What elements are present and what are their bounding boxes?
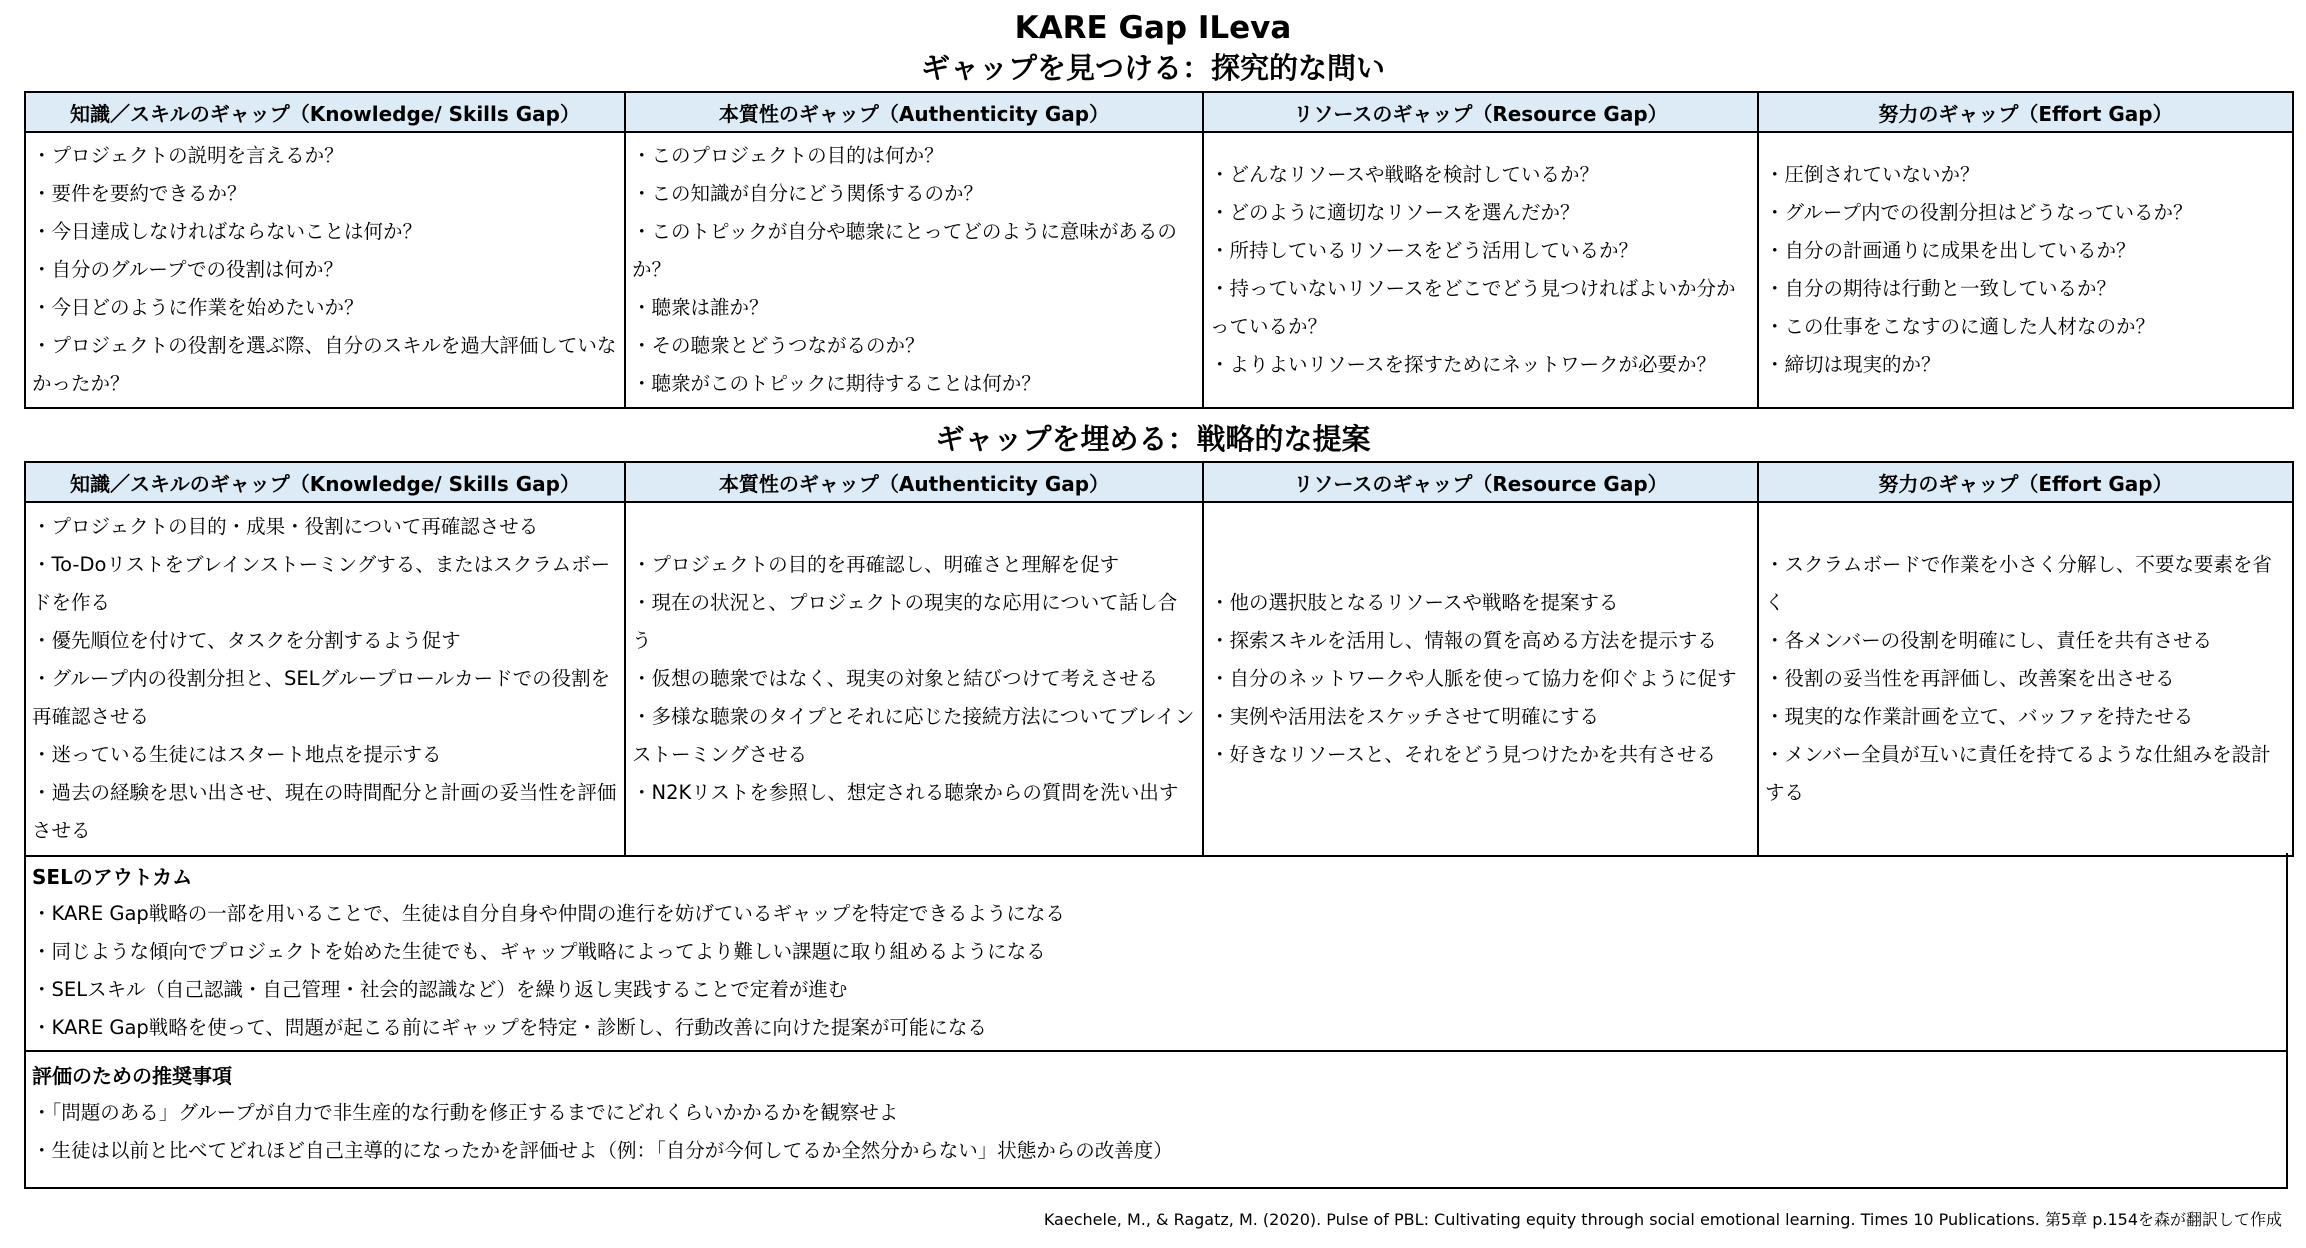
list-item: ・ メンバー全員が互いに責任を持てるような仕組みを設計する — [1765, 736, 2286, 812]
questions-resource-cell — [1203, 132, 1758, 408]
list-item: ・ 実例や活用法をスケッチさせて明確にする — [1210, 698, 1751, 736]
list-item: ・ 好きなリソースと、それをどう見つけたかを共有させる — [1210, 736, 1751, 774]
header-knowledge-gap: 知識／スキルのギャップ（Knowledge/ Skills Gap） — [25, 92, 625, 132]
list-item: ・ 過去の経験を思い出させ、現在の時間配分と計画の妥当性を評価させる — [32, 774, 618, 850]
list-item: ・ 「問題のある」グループが自力で非生産的な行動を修正するまでにどれくらいかかるかを観察せよ — [32, 1094, 2280, 1132]
list-item: ・ プロジェクトの目的・成果・役割について再確認させる — [32, 508, 618, 546]
list-item: ・ 聴衆は誰か？ — [632, 289, 1196, 327]
assessment-recommendations-heading: 評価のための推奨事項 — [32, 1064, 232, 1088]
list-item: ・ 自分の期待は行動と一致しているか？ — [1765, 270, 2286, 308]
list-item: ・ 各メンバーの役割を明確にし、責任を共有させる — [1765, 622, 2286, 660]
assessment-recommendations-box — [24, 1052, 2288, 1189]
list-item: ・ プロジェクトの目的を再確認し、明確さと理解を促す — [632, 546, 1196, 584]
list-item: ・ この知識が自分にどう関係するのか？ — [632, 175, 1196, 213]
list-item: ・ 今日どのように作業を始めたいか？ — [32, 289, 618, 327]
strategies-authenticity-cell — [625, 502, 1203, 856]
list-item: ・ 現在の状況と、プロジェクトの現実的な応用について話し合う — [632, 584, 1196, 660]
list-item: ・ 他の選択肢となるリソースや戦略を提案する — [1210, 584, 1751, 622]
section1-title: ギャップを見つける：探究的な問い — [920, 51, 1385, 85]
list-item: ・ 生徒は以前と比べてどれほど自己主導的になったかを評価せよ（例：「自分が今何してるか全然分からない」状態からの改善度） — [32, 1132, 2280, 1170]
list-item: ・ よりよいリソースを探すためにネットワークが必要か？ — [1210, 346, 1751, 384]
header-resource-gap: リソースのギャップ（Resource Gap） — [1203, 462, 1758, 502]
strategies-effort-cell — [1758, 502, 2293, 856]
list-item: ・ 現実的な作業計画を立て、バッファを持たせる — [1765, 698, 2286, 736]
section2-title: ギャップを埋める：戦略的な提案 — [935, 422, 1371, 456]
list-item: ・ 役割の妥当性を再評価し、改善案を出させる — [1765, 660, 2286, 698]
closing-gaps-table — [24, 461, 2294, 857]
list-item: ・ 多様な聴衆のタイプとそれに応じた接続方法についてブレインストーミングさせる — [632, 698, 1196, 774]
citation: Kaechele, M., & Ragatz, M. (2020). Pulse of PBL: Cultivating equity through social emotional learning. Times 10 Publications. 第5章 p.154を森が翻訳して作成 — [1043, 1210, 2282, 1229]
list-item: ・ 自分の計画通りに成果を出しているか？ — [1765, 232, 2286, 270]
questions-knowledge-cell — [25, 132, 625, 408]
list-item: ・ N2Kリストを参照し、想定される聴衆からの質問を洗い出す — [632, 774, 1196, 812]
header-authenticity-gap: 本質性のギャップ（Authenticity Gap） — [625, 92, 1203, 132]
list-item: ・ 今日達成しなければならないことは何か？ — [32, 213, 618, 251]
list-item: ・ このプロジェクトの目的は何か？ — [632, 137, 1196, 175]
header-effort-gap: 努力のギャップ（Effort Gap） — [1758, 92, 2293, 132]
list-item: ・ グループ内の役割分担と、SELグループロールカードでの役割を再確認させる — [32, 660, 618, 736]
list-item: ・ その聴衆とどうつながるのか？ — [632, 327, 1196, 365]
list-item: ・ 要件を要約できるか？ — [32, 175, 618, 213]
list-item: ・ 聴衆がこのトピックに期待することは何か？ — [632, 365, 1196, 403]
header-effort-gap: 努力のギャップ（Effort Gap） — [1758, 462, 2293, 502]
finding-gaps-table — [24, 91, 2294, 409]
list-item: ・ 圧倒されていないか？ — [1765, 156, 2286, 194]
list-item: ・ SELスキル（自己認識・自己管理・社会的認識など）を繰り返し実践することで定着が進む — [32, 971, 2280, 1009]
list-item: ・ 自分のグループでの役割は何か？ — [32, 251, 618, 289]
list-item: ・ どんなリソースや戦略を検討しているか？ — [1210, 156, 1751, 194]
list-item: ・ 優先順位を付けて、タスクを分割するよう促す — [32, 622, 618, 660]
list-item: ・ 自分のネットワークや人脈を使って協力を仰ぐように促す — [1210, 660, 1751, 698]
list-item: ・ 締切は現実的か？ — [1765, 346, 2286, 384]
list-item: ・ スクラムボードで作業を小さく分解し、不要な要素を省く — [1765, 546, 2286, 622]
header-knowledge-gap: 知識／スキルのギャップ（Knowledge/ Skills Gap） — [25, 462, 625, 502]
list-item: ・ 所持しているリソースをどう活用しているか？ — [1210, 232, 1751, 270]
strategies-resource-cell — [1203, 502, 1758, 856]
sel-outcomes-box — [24, 853, 2288, 1052]
list-item: ・ 仮想の聴衆ではなく、現実の対象と結びつけて考えさせる — [632, 660, 1196, 698]
document-title: KARE Gap ILeva — [1014, 10, 1292, 46]
sel-outcomes-heading: SELのアウトカム — [32, 865, 193, 889]
list-item: ・ プロジェクトの役割を選ぶ際、自分のスキルを過大評価していなかったか？ — [32, 327, 618, 403]
list-item: ・ 迷っている生徒にはスタート地点を提示する — [32, 736, 618, 774]
list-item: ・ 同じような傾向でプロジェクトを始めた生徒でも、ギャップ戦略によってより難しい課題に取り組めるようになる — [32, 933, 2280, 971]
list-item: ・ To-Doリストをブレインストーミングする、またはスクラムボードを作る — [32, 546, 618, 622]
list-item: ・ KARE Gap戦略を使って、問題が起こる前にギャップを特定・診断し、行動改善に向けた提案が可能になる — [32, 1009, 2280, 1047]
list-item: ・ 探索スキルを活用し、情報の質を高める方法を提示する — [1210, 622, 1751, 660]
header-resource-gap: リソースのギャップ（Resource Gap） — [1203, 92, 1758, 132]
list-item: ・ プロジェクトの説明を言えるか？ — [32, 137, 618, 175]
list-item: ・ KARE Gap戦略の一部を用いることで、生徒は自分自身や仲間の進行を妨げているギャップを特定できるようになる — [32, 895, 2280, 933]
list-item: ・ どのように適切なリソースを選んだか？ — [1210, 194, 1751, 232]
list-item: ・ この仕事をこなすのに適した人材なのか？ — [1765, 308, 2286, 346]
questions-authenticity-cell — [625, 132, 1203, 408]
list-item: ・ グループ内での役割分担はどうなっているか？ — [1765, 194, 2286, 232]
list-item: ・ 持っていないリソースをどこでどう見つければよいか分かっているか？ — [1210, 270, 1751, 346]
list-item: ・ このトピックが自分や聴衆にとってどのように意味があるのか？ — [632, 213, 1196, 289]
questions-effort-cell — [1758, 132, 2293, 408]
strategies-knowledge-cell — [25, 502, 625, 856]
header-authenticity-gap: 本質性のギャップ（Authenticity Gap） — [625, 462, 1203, 502]
